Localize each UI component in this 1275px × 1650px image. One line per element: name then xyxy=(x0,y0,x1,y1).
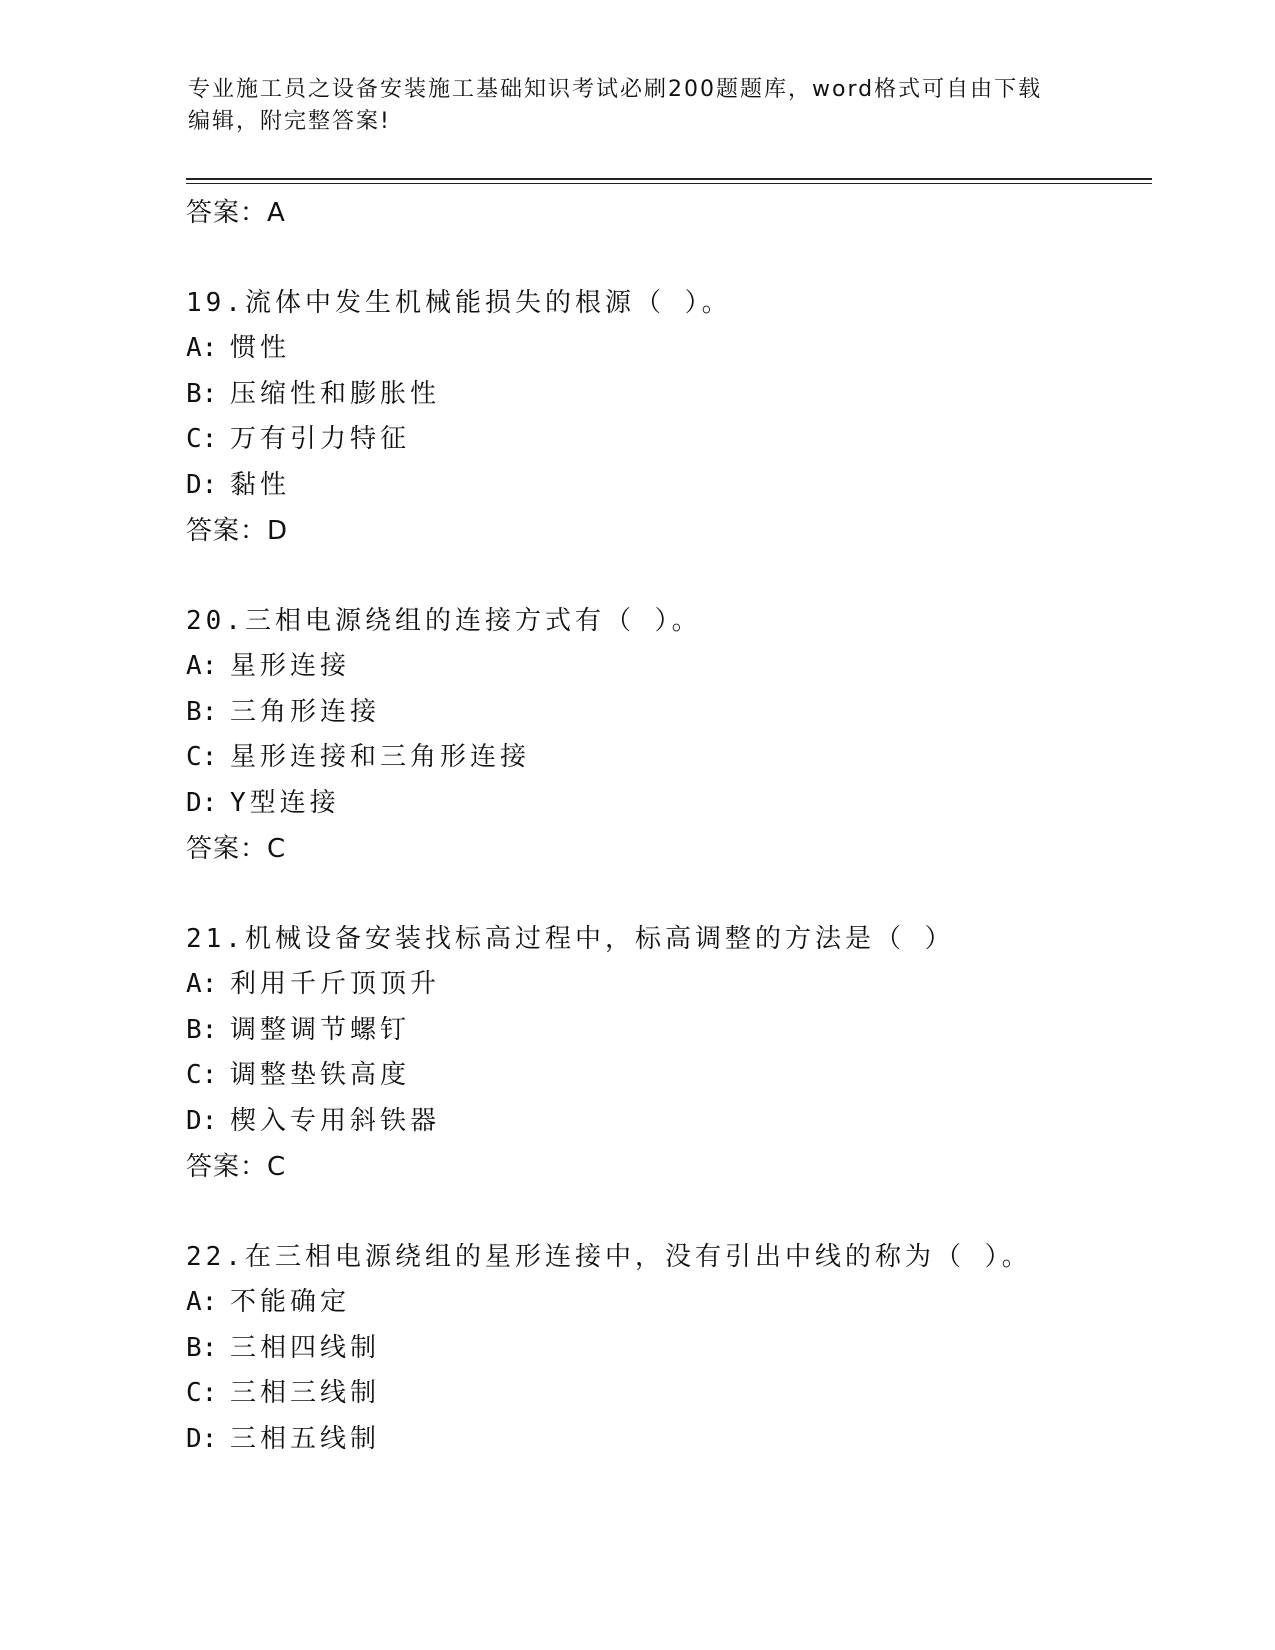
option-b xyxy=(186,1008,1166,1054)
option-text: 压缩性和膨胀性 xyxy=(230,378,441,409)
option-key: C: xyxy=(186,1378,218,1408)
question-21 xyxy=(186,916,1166,1190)
question-title: 20.三相电源绕组的连接方式有（ ）。 xyxy=(186,606,702,636)
header-line-2: 编辑，附完整答案! xyxy=(188,109,391,134)
option-text: 三角形连接 xyxy=(230,696,381,727)
spacer xyxy=(186,554,1166,598)
question-22 xyxy=(186,1234,1166,1462)
option-text: 惯性 xyxy=(230,333,291,363)
option-key: D: xyxy=(186,469,218,500)
option-d xyxy=(186,463,1166,509)
spacer xyxy=(186,1190,1166,1234)
option-key: D: xyxy=(186,1423,218,1454)
option-key: A: xyxy=(186,969,218,999)
option-key: D: xyxy=(186,787,218,818)
option-c xyxy=(186,1053,1166,1099)
question-list xyxy=(186,190,1166,1462)
question-20 xyxy=(186,598,1166,872)
option-key: B: xyxy=(186,378,218,409)
option-key: B: xyxy=(186,696,218,727)
option-key: B: xyxy=(186,1014,218,1045)
document-header xyxy=(188,74,1068,138)
previous-answer: 答案：A xyxy=(186,198,286,228)
option-a xyxy=(186,326,1166,372)
option-key: C: xyxy=(186,742,218,772)
option-text: 万有引力特征 xyxy=(230,424,411,454)
option-key: B: xyxy=(186,1332,218,1363)
option-text: 调整垫铁高度 xyxy=(230,1060,411,1090)
option-key: C: xyxy=(186,424,218,454)
option-a xyxy=(186,962,1166,1008)
spacer xyxy=(186,872,1166,916)
option-d xyxy=(186,781,1166,827)
option-text: 星形连接和三角形连接 xyxy=(230,742,531,772)
option-text: 不能确定 xyxy=(230,1287,351,1317)
header-rule-thin xyxy=(186,183,1152,184)
header-line-1: 专业施工员之设备安装施工基础知识考试必刷200题题库，word格式可自由下载 xyxy=(188,77,1043,102)
option-c xyxy=(186,735,1166,781)
question-answer: 答案：C xyxy=(186,1152,287,1182)
spacer xyxy=(186,236,1166,280)
question-title: 22.在三相电源绕组的星形连接中，没有引出中线的称为（ ）。 xyxy=(186,1242,1032,1272)
option-key: A: xyxy=(186,651,218,681)
option-text: 三相四线制 xyxy=(230,1332,381,1363)
header-rule-thick xyxy=(186,178,1152,180)
question-answer: 答案：D xyxy=(186,516,289,546)
option-key: D: xyxy=(186,1105,218,1136)
option-c xyxy=(186,417,1166,463)
question-title: 21.机械设备安装找标高过程中，标高调整的方法是（ ） xyxy=(186,924,955,954)
option-b xyxy=(186,372,1166,418)
option-d xyxy=(186,1099,1166,1145)
option-d xyxy=(186,1417,1166,1463)
option-text: 三相三线制 xyxy=(230,1378,381,1408)
option-text: 黏性 xyxy=(230,469,291,500)
option-text: 楔入专用斜铁器 xyxy=(230,1105,441,1136)
option-a xyxy=(186,644,1166,690)
question-19 xyxy=(186,280,1166,554)
option-b xyxy=(186,690,1166,736)
option-key: C: xyxy=(186,1060,218,1090)
question-answer: 答案：C xyxy=(186,834,287,864)
question-title: 19.流体中发生机械能损失的根源（ ）。 xyxy=(186,288,732,318)
option-text: 三相五线制 xyxy=(230,1423,381,1454)
option-key: A: xyxy=(186,1287,218,1317)
option-key: A: xyxy=(186,333,218,363)
option-text: 调整调节螺钉 xyxy=(230,1014,411,1045)
option-text: 星形连接 xyxy=(230,651,351,681)
option-a xyxy=(186,1280,1166,1326)
option-text: 利用千斤顶顶升 xyxy=(230,969,441,999)
option-b xyxy=(186,1326,1166,1372)
option-c xyxy=(186,1371,1166,1417)
option-text: Y型连接 xyxy=(230,787,340,818)
